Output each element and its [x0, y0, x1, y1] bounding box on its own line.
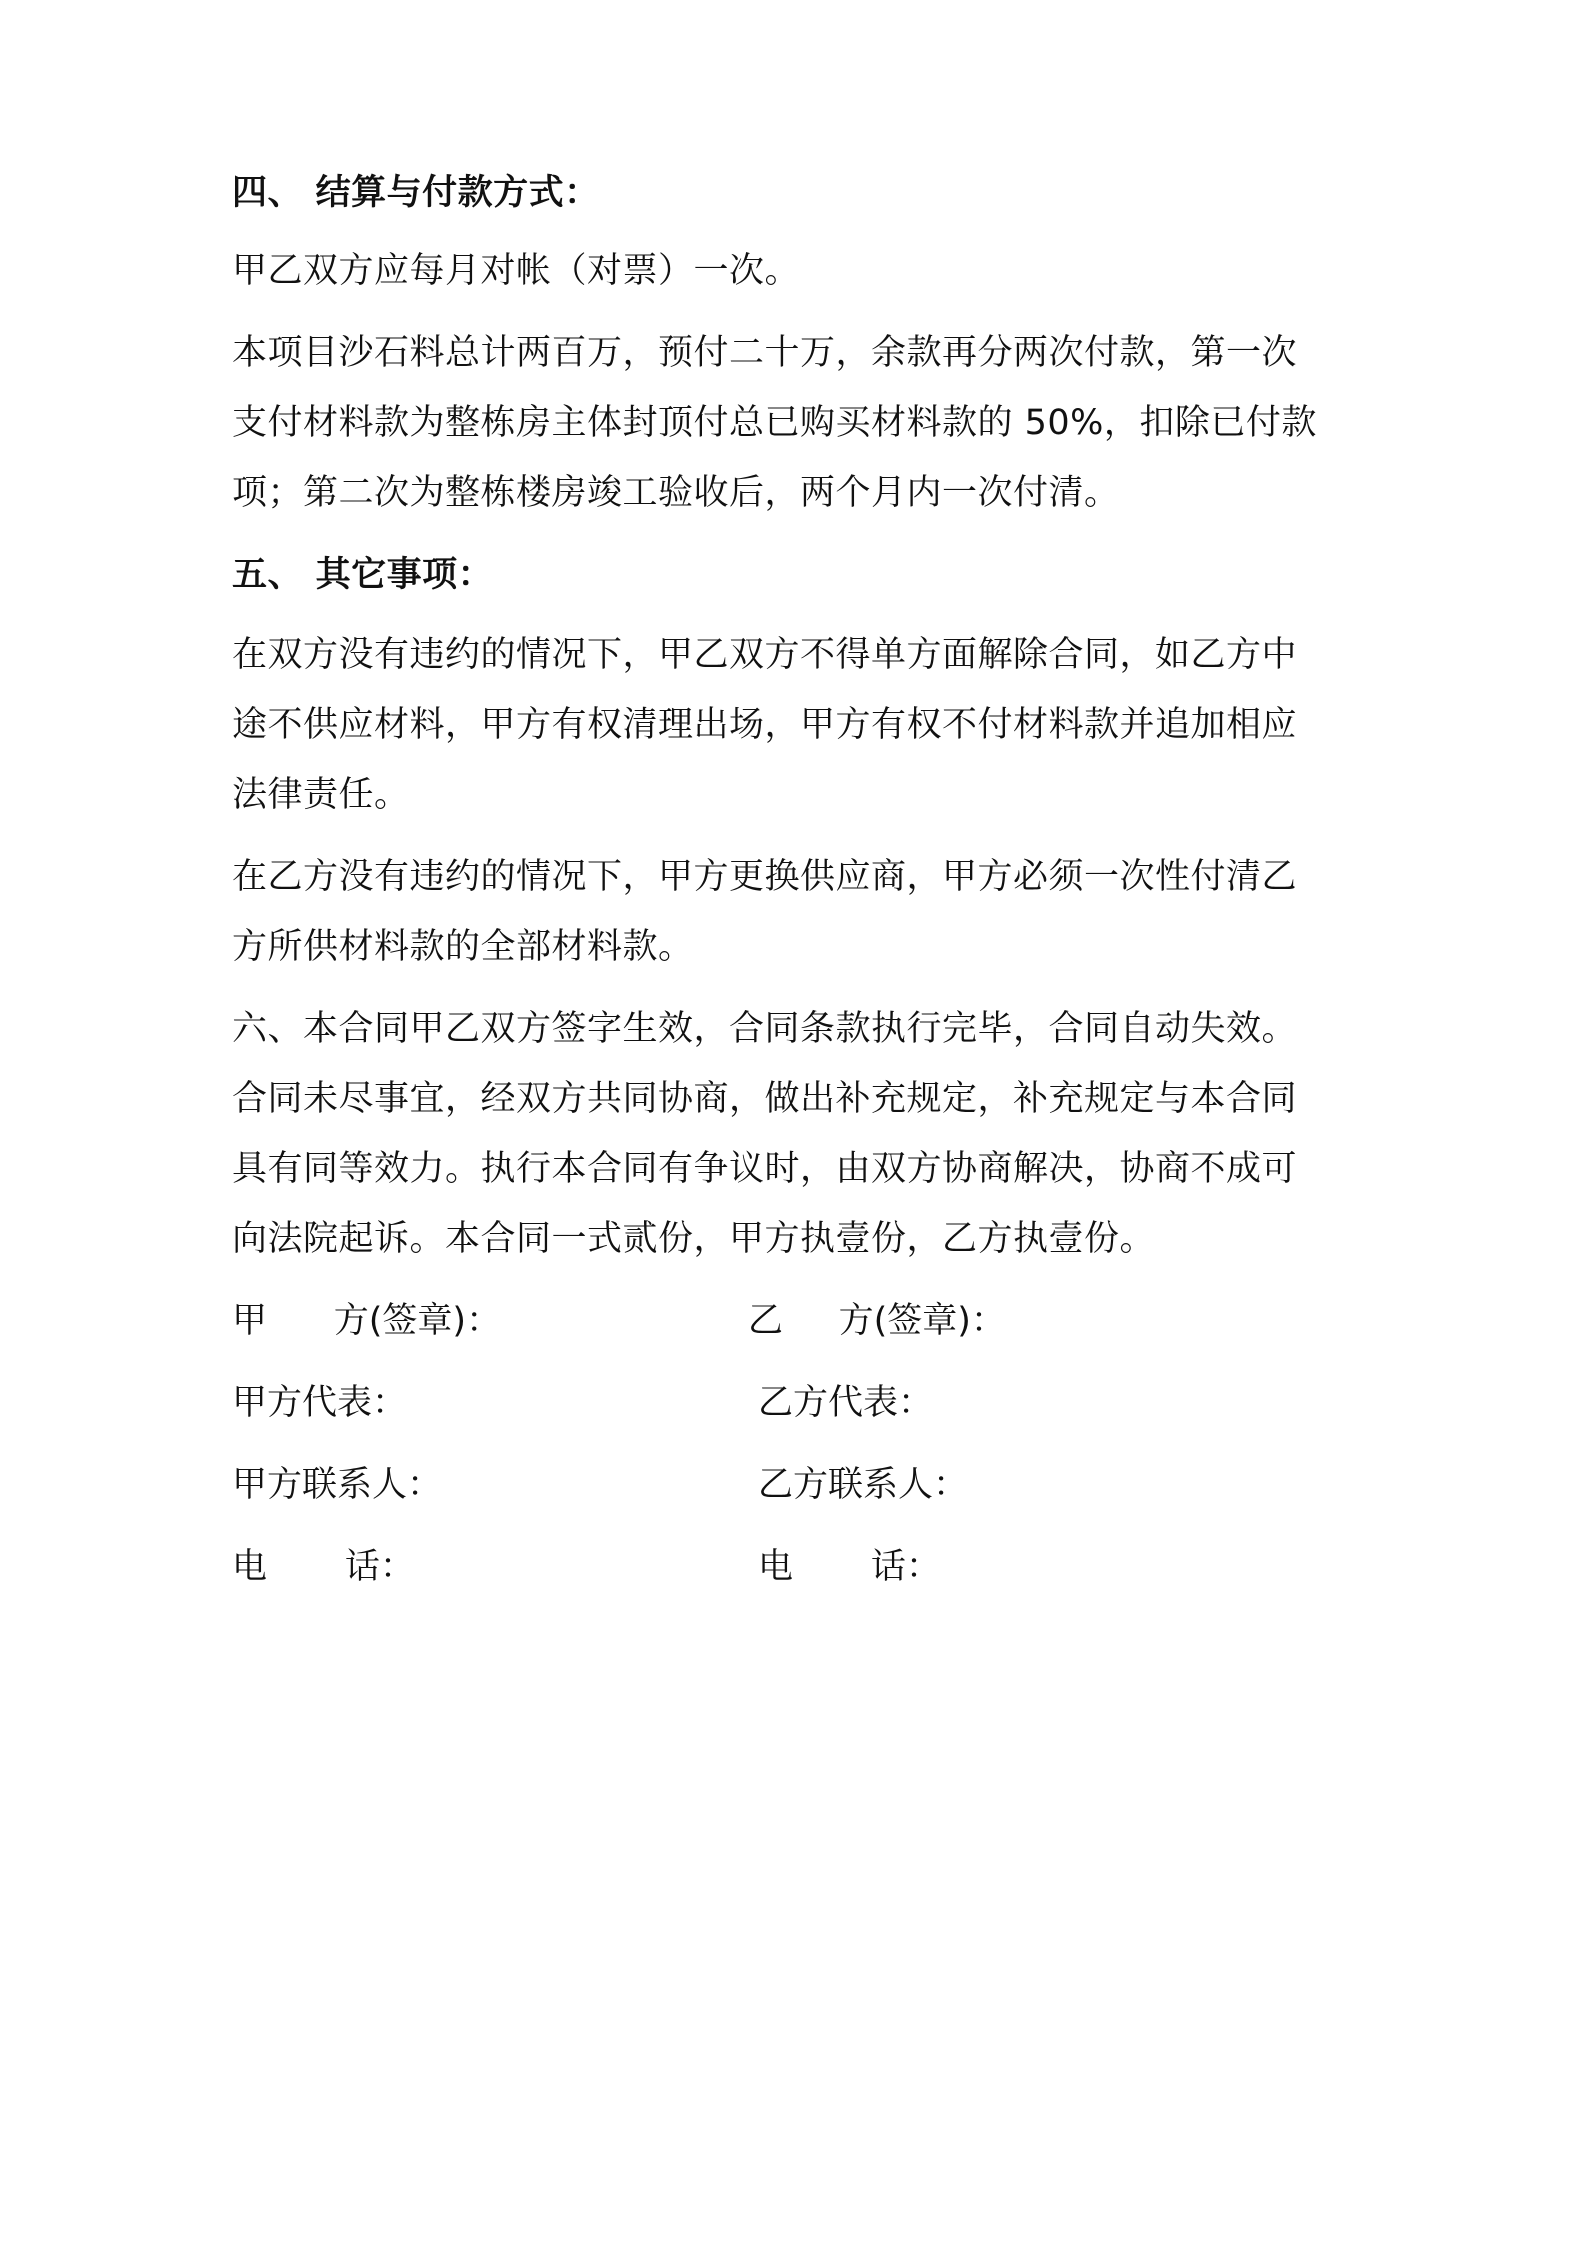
- section-6-line-2: 合同未尽事宜，经双方共同协商，做出补充规定，补充规定与本合同: [232, 1079, 1298, 1119]
- party-a-representative-label: 甲方代表：: [232, 1383, 408, 1423]
- section-6-line-1: 六、本合同甲乙双方签字生效，合同条款执行完毕，合同自动失效。: [232, 1009, 1298, 1049]
- section-4-paragraph-2-line-3: 项；第二次为整栋楼房竣工验收后，两个月内一次付清。: [232, 473, 1120, 513]
- party-a-seal-label: 甲 方(签章)：: [232, 1301, 502, 1341]
- section-5-heading: 五、 其它事项：: [232, 555, 494, 595]
- party-b-contact-label: 乙方联系人：: [758, 1465, 969, 1505]
- party-a-contact-label: 甲方联系人：: [232, 1465, 443, 1505]
- section-5-paragraph-2-line-2: 方所供材料款的全部材料款。: [232, 927, 694, 967]
- party-b-phone-label: 电 话：: [758, 1547, 941, 1587]
- section-5-paragraph-2-line-1: 在乙方没有违约的情况下，甲方更换供应商，甲方必须一次性付清乙: [232, 857, 1298, 897]
- party-b-representative-label: 乙方代表：: [758, 1383, 934, 1423]
- section-5-paragraph-1-line-2: 途不供应材料，甲方有权清理出场，甲方有权不付材料款并追加相应: [232, 705, 1298, 745]
- section-4-paragraph-1: 甲乙双方应每月对帐（对票）一次。: [232, 251, 801, 291]
- party-a-phone-label: 电 话：: [232, 1547, 415, 1587]
- section-6-line-4: 向法院起诉。本合同一式贰份，甲方执壹份，乙方执壹份。: [232, 1219, 1156, 1259]
- party-b-seal-label: 乙 方(签章)：: [748, 1301, 1006, 1341]
- section-4-paragraph-2-line-2: 支付材料款为整栋房主体封顶付总已购买材料款的 50%，扣除已付款: [232, 403, 1317, 443]
- section-4-heading: 四、 结算与付款方式：: [232, 173, 600, 213]
- section-5-paragraph-1-line-1: 在双方没有违约的情况下，甲乙双方不得单方面解除合同，如乙方中: [232, 635, 1298, 675]
- section-5-paragraph-1-line-3: 法律责任。: [232, 775, 410, 815]
- section-6-line-3: 具有同等效力。执行本合同有争议时，由双方协商解决，协商不成可: [232, 1149, 1298, 1189]
- section-4-paragraph-2-line-1: 本项目沙石料总计两百万，预付二十万，余款再分两次付款，第一次: [232, 333, 1298, 373]
